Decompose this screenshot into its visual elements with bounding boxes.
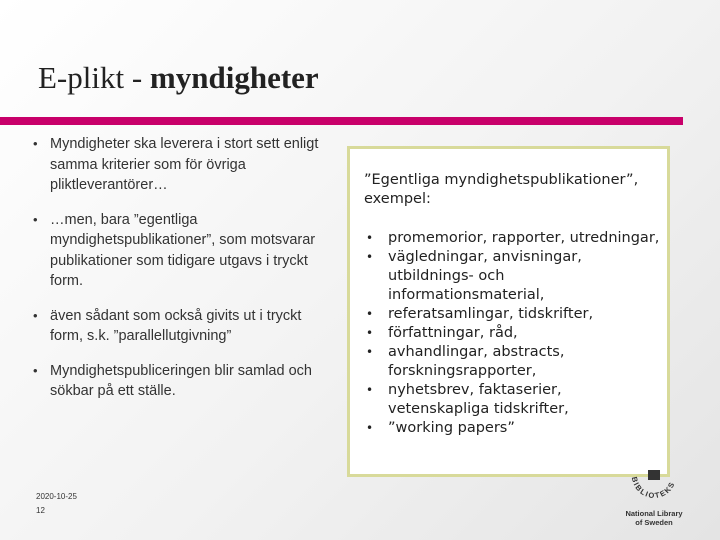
example-item-1: • promemorior, rapporter, utredningar, bbox=[364, 229, 664, 248]
left-bullet-2: • …men, bara ”egentliga myndighetspublikationer”, som motsvarar publikationer som tidigare utgavs i tryckt form. bbox=[30, 210, 330, 292]
logo-line-2: of Sweden bbox=[635, 517, 673, 527]
example-item-4: • författningar, råd, bbox=[364, 324, 664, 343]
title-bold: myndigheter bbox=[149, 60, 319, 95]
footer-page-number: 12 bbox=[36, 506, 45, 515]
example-item-7: • ”working papers” bbox=[364, 419, 664, 438]
title-regular: E-plikt - bbox=[38, 60, 150, 95]
logo-line-1: National Library bbox=[625, 509, 683, 518]
examples-box bbox=[347, 146, 670, 477]
left-bullet-3: • även sådant som också givits ut i tryckt form, s.k. ”parallellutgivning” bbox=[30, 306, 330, 347]
national-library-logo bbox=[614, 470, 694, 532]
left-bullet-4: • Myndighetspubliceringen blir samlad och sökbar på ett ställe. bbox=[30, 361, 330, 402]
library-seal-icon bbox=[614, 470, 694, 510]
example-item-2: • vägledningar, anvisningar, utbildnings- och informationsmaterial, bbox=[364, 248, 664, 305]
left-bullet-list bbox=[30, 134, 330, 416]
examples-list bbox=[364, 229, 664, 438]
logo-wordmark bbox=[614, 510, 694, 527]
page-title bbox=[38, 60, 319, 96]
example-item-5: • avhandlingar, abstracts, forskningsrapporter, bbox=[364, 343, 664, 381]
examples-heading: ”Egentliga myndighetspublikationer”, exempel: bbox=[364, 172, 639, 207]
example-item-6: • nyhetsbrev, faktaserier, vetenskapliga tidskrifter, bbox=[364, 381, 664, 419]
slide-footer bbox=[36, 490, 77, 518]
accent-rule bbox=[0, 117, 683, 125]
left-bullet-1: • Myndigheter ska leverera i stort sett enligt samma kriterier som för övriga pliktleverantörer… bbox=[30, 134, 330, 196]
seal-text: BIBLIOTEKS bbox=[629, 475, 677, 501]
footer-date: 2020-10-25 bbox=[36, 492, 77, 501]
example-item-3: • referatsamlingar, tidskrifter, bbox=[364, 305, 664, 324]
